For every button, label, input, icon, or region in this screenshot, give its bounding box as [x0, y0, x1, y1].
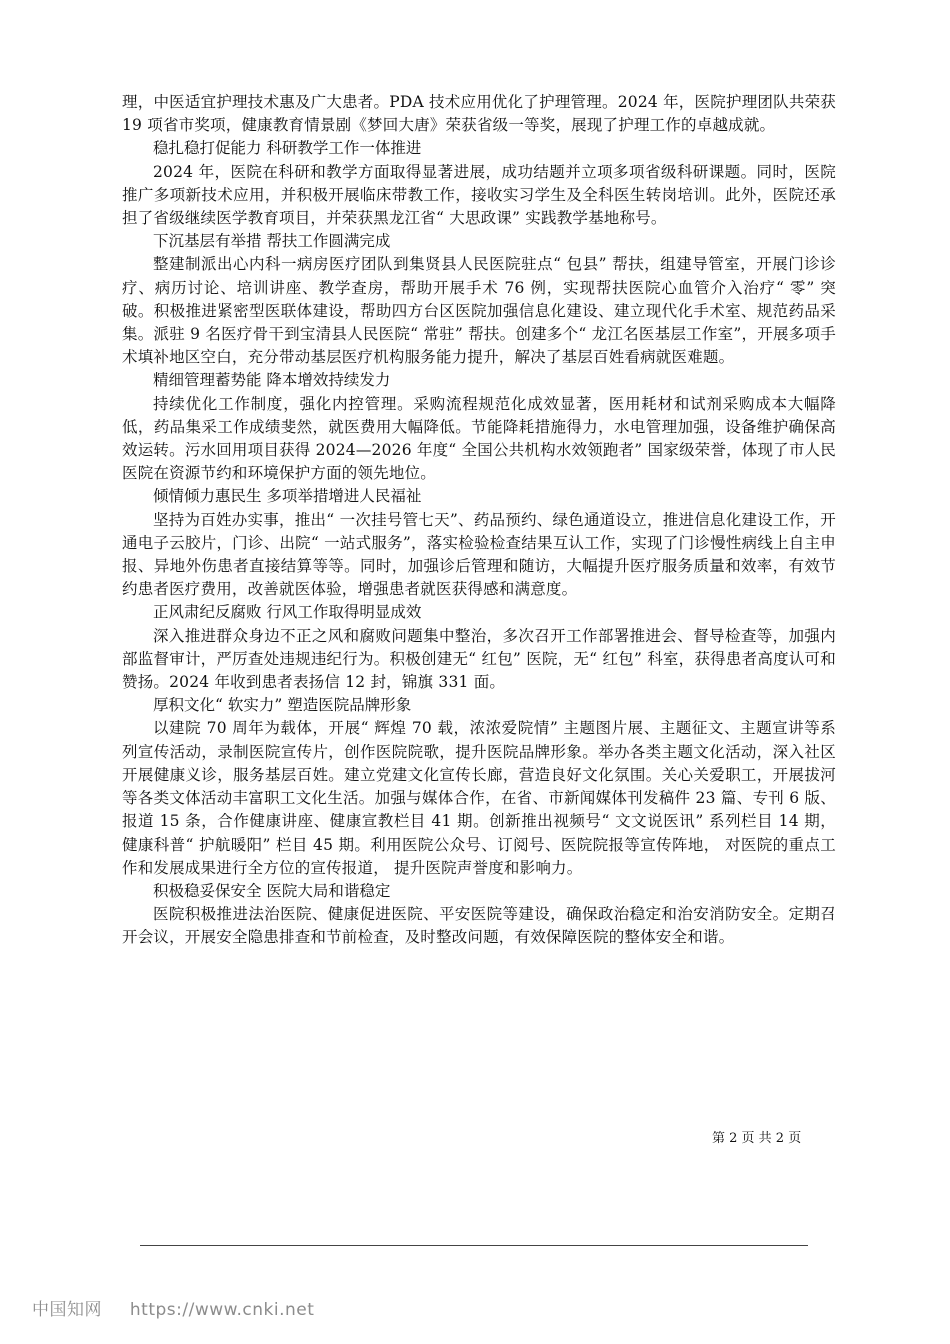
section-culture-brand	[122, 694, 836, 880]
section-paragraph: 以建院 70 周年为载体，开展“ 辉煌 70 载，浓浓爱院情” 主题图片展、主题征文、主题宣讲等系列宣传活动，录制医院宣传片，创作医院院歌，提升医院品牌形象。举办各类主题文化活动，深入社区开展健康义诊，服务基层百姓。建立党建文化宣传长廊，营造良好文化氛围。关心关爱职工，开展拔河等各类文体活动丰富职工文化生活。加强与媒体合作，在省、市新闻媒体刊发稿件 23 篇、专刊 6 版、报道 15 条，合作健康讲座、健康宣教栏目 41 期。创新推出视频号“ 文文说医讯” 系列栏目 14 期，健康科普“ 护航暖阳” 栏目 45 期。利用医院公众号、订阅号、医院院报等宣传阵地， 对医院的重点工作和发展成果进行全方位的宣传报道， 提升医院声誉度和影响力。	[122, 719, 836, 877]
section-heading: 正风肃纪反腐败 行风工作取得明显成效	[153, 603, 422, 622]
section-public-welfare	[122, 485, 836, 601]
watermark-url[interactable]: https://www.cnki.net	[129, 1300, 315, 1320]
page-number: 第 2 页 共 2 页	[712, 1131, 802, 1146]
section-heading: 积极稳妥保安全 医院大局和谐稳定	[153, 881, 391, 900]
cnki-watermark	[32, 1295, 314, 1320]
document-body	[122, 91, 836, 950]
watermark-brand: 中国知网	[32, 1300, 102, 1320]
footer-divider	[140, 1245, 808, 1246]
section-heading: 稳扎稳打促能力 科研教学工作一体推进	[153, 139, 422, 158]
section-heading: 倾情倾力惠民生 多项举措增进人民福祉	[153, 487, 422, 506]
section-heading: 厚积文化“ 软实力” 塑造医院品牌形象	[153, 696, 412, 715]
section-paragraph: 持续优化工作制度，强化内控管理。采购流程规范化成效显著，医用耗材和试剂采购成本大幅降低，药品集采工作成绩斐然，就医费用大幅降低。节能降耗措施得力，水电管理加强，设备维护确保高效运转。污水回用项目获得 2024—2026 年度“ 全国公共机构水效领跑者” 国家级荣誉，体现了市人民医院在资源节约和环境保护方面的领先地位。	[122, 394, 836, 483]
section-paragraph: 坚持为百姓办实事，推出“ 一次挂号管七天”、药品预约、绿色通道设立，推进信息化建设工作，开通电子云胶片，门诊、出院“ 一站式服务”，落实检验检查结果互认工作，实现了门诊慢性病线上自主申报、异地外伤患者直接结算等等。同时，加强诊后管理和随访，大幅提升医疗服务质量和效率，有效节约患者医疗费用，改善就医体验，增强患者就医获得感和满意度。	[122, 510, 836, 599]
section-heading: 精细管理蓄势能 降本增效持续发力	[153, 371, 391, 390]
section-paragraph: 医院积极推进法治医院、健康促进医院、平安医院等建设，确保政治稳定和治安消防安全。定期召开会议，开展安全隐患排查和节前检查，及时整改问题，有效保障医院的整体安全和谐。	[122, 905, 836, 947]
section-paragraph: 2024 年，医院在科研和教学方面取得显著进展，成功结题并立项多项省级科研课题。同时，医院推广多项新技术应用，并积极开展临床带教工作，接收实习学生及全科医生转岗培训。此外，医院还承担了省级继续医学教育项目，并荣获黑龙江省“ 大思政课” 实践教学基地称号。	[122, 162, 836, 228]
section-paragraph: 深入推进群众身边不正之风和腐败问题集中整治，多次召开工作部署推进会、督导检查等，加强内部监督审计，严厉查处违规违纪行为。积极创建无“ 红包” 医院，无“ 红包” 科室，获得患者高度认可和赞扬。2024 年收到患者表扬信 12 封，锦旗 331 面。	[122, 626, 836, 692]
intro-paragraph: 理，中医适宜护理技术惠及广大患者。PDA 技术应用优化了护理管理。2024 年，医院护理团队共荣获 19 项省市奖项，健康教育情景剧《梦回大唐》荣获省级一等奖，展现了护理工作的卓越成就。	[122, 93, 836, 135]
section-research-teaching	[122, 137, 836, 230]
section-heading: 下沉基层有举措 帮扶工作圆满完成	[153, 232, 391, 251]
section-safety	[122, 880, 836, 950]
section-anti-corruption	[122, 601, 836, 694]
section-paragraph: 整建制派出心内科一病房医疗团队到集贤县人民医院驻点“ 包县” 帮扶，组建导管室，开展门诊诊疗、病历讨论、培训讲座、教学查房，帮助开展手术 76 例，实现帮扶医院心血管介入治疗“ 零” 突破。积极推进紧密型医联体建设，帮助四方台区医院加强信息化建设、建立现代化手术室、规范药品采集。派驻 9 名医疗骨干到宝清县人民医院“ 常驻” 帮扶。创建多个“ 龙江名医基层工作室”，开展多项手术填补地区空白，充分带动基层医疗机构服务能力提升，解决了基层百姓看病就医难题。	[122, 255, 836, 367]
section-grassroots-support	[122, 230, 836, 369]
section-cost-management	[122, 369, 836, 485]
